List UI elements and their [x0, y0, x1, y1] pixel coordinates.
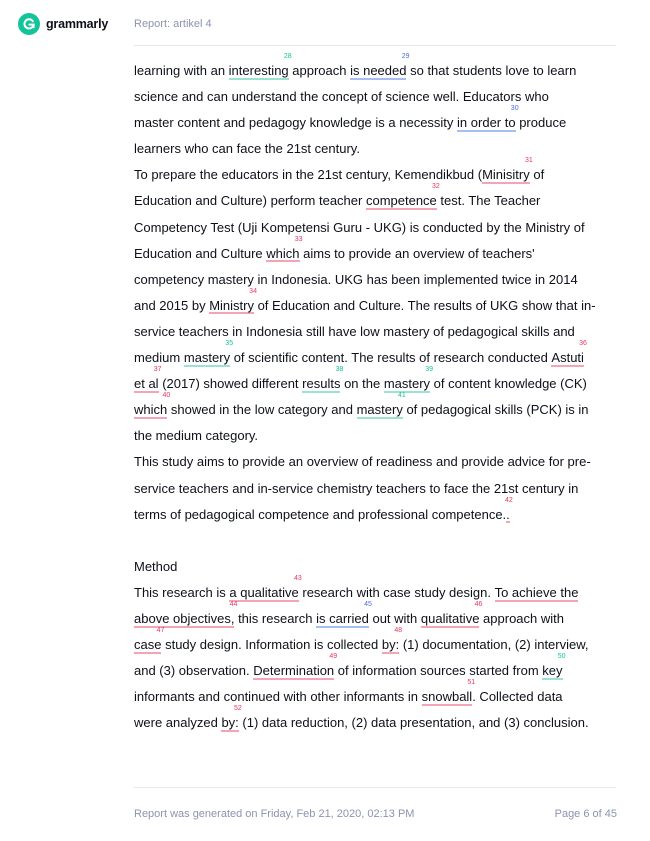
text-line — [134, 627, 618, 658]
text-run: service teachers and in-service chemistry teachers to face the 21st century in — [134, 480, 579, 496]
text-run: of — [529, 167, 545, 183]
suggestion-number: 49 — [329, 653, 338, 661]
suggestion-number: 45 — [364, 600, 372, 608]
text-line — [134, 476, 618, 502]
suggestion-highlight[interactable] — [221, 705, 242, 732]
text-run: (2017) showed different — [158, 376, 303, 392]
suggestion-highlight[interactable] — [229, 574, 302, 602]
text-run: of scientific content. The results of research conducted — [230, 350, 552, 366]
text-run: were analyzed — [134, 715, 222, 731]
text-run: science and can understand the concept of science well. Educators who — [134, 89, 549, 105]
suggestion-highlight[interactable] — [253, 653, 338, 680]
text-run: To prepare the educators in the 21st century, Kemendikbud ( — [134, 167, 483, 183]
suggestion-highlight[interactable] — [495, 586, 579, 602]
text-run: medium — [134, 350, 184, 366]
highlighted-text: above objectives, — [134, 610, 235, 626]
suggestion-number: 32 — [432, 183, 440, 191]
text-run: (1) data reduction, (2) data presentation, and (3) conclusion. — [238, 715, 589, 731]
highlighted-text: is needed — [350, 63, 407, 78]
suggestion-number: 36 — [579, 340, 587, 348]
text-run: . Collected data — [472, 689, 563, 705]
text-run: master content and pedagogy knowledge is a necessity — [134, 115, 458, 131]
text-line — [134, 449, 618, 475]
suggestion-highlight[interactable] — [316, 600, 372, 628]
text-line — [134, 215, 618, 241]
highlighted-text: results — [302, 376, 341, 392]
highlighted-text: which — [134, 402, 168, 418]
text-run: informants and continued with other informants in — [134, 689, 422, 705]
text-run: produce — [515, 115, 567, 131]
text-run: competency mastery in Indonesia. UKG has been implemented twice in 2014 — [134, 271, 578, 287]
suggestion-number: 28 — [283, 53, 292, 60]
report-title: Report: artikel 4 — [134, 18, 212, 30]
suggestion-highlight[interactable] — [228, 53, 292, 80]
suggestion-number: 37 — [153, 366, 162, 374]
text-line — [134, 183, 618, 214]
text-line — [134, 423, 618, 449]
suggestion-highlight[interactable] — [381, 627, 403, 654]
suggestion-number: 40 — [162, 392, 171, 400]
suggestion-number: 50 — [557, 653, 566, 661]
suggestion-highlight[interactable] — [482, 157, 533, 184]
highlighted-text: mastery — [356, 402, 403, 418]
text-run: (1) documentation, (2) interview, — [399, 637, 589, 653]
text-line — [134, 496, 618, 528]
text-line — [134, 600, 618, 632]
suggestion-number: 29 — [401, 53, 410, 60]
text-line — [134, 235, 618, 267]
highlighted-text: is carried — [316, 610, 369, 626]
suggestion-number: 41 — [398, 392, 406, 400]
highlighted-text: Determination — [253, 663, 335, 679]
suggestion-number: 52 — [234, 705, 242, 713]
text-line — [134, 366, 618, 397]
suggestion-highlight[interactable] — [134, 627, 165, 654]
suggestion-number: 31 — [524, 157, 533, 165]
highlighted-text: To achieve the — [494, 584, 579, 600]
suggestion-highlight[interactable] — [183, 340, 234, 367]
grammarly-logo — [18, 13, 108, 35]
suggestion-number: 42 — [505, 496, 513, 504]
suggestion-highlight[interactable] — [505, 496, 513, 524]
text-run: service teachers in Indonesia still have low mastery of pedagogical skills and — [134, 323, 575, 339]
suggestion-highlight[interactable] — [383, 366, 434, 393]
highlighted-text: qualitative — [420, 610, 480, 626]
text-line — [134, 53, 618, 84]
highlighted-text: . — [506, 506, 510, 522]
text-run: Education and Culture — [134, 245, 267, 261]
text-run: the medium category. — [134, 428, 259, 444]
text-run: of pedagogical skills (PCK) is in — [402, 402, 589, 418]
text-run: of content knowledge (CK) — [430, 376, 587, 392]
text-run: test. The Teacher — [436, 193, 541, 209]
text-run: This study aims to provide an overview of readiness and provide advice for pre- — [134, 454, 591, 470]
highlighted-text: Astuti — [551, 350, 584, 366]
suggestion-number: 34 — [249, 287, 257, 295]
text-run: out with — [368, 610, 421, 626]
brand-name: grammarly — [46, 17, 109, 31]
text-line — [134, 287, 618, 319]
highlighted-text: which — [266, 245, 300, 261]
text-run: on the — [340, 376, 384, 392]
suggestion-highlight[interactable] — [420, 600, 483, 628]
suggestion-number: 44 — [229, 600, 238, 608]
suggestion-highlight[interactable] — [134, 600, 238, 628]
text-run: and (3) observation. — [134, 663, 254, 679]
grammarly-g-icon — [18, 13, 40, 35]
suggestion-highlight[interactable] — [457, 105, 519, 132]
text-run: learners who can face the 21st century. — [134, 141, 360, 157]
highlighted-text: key — [542, 663, 563, 679]
suggestion-highlight[interactable] — [209, 287, 257, 315]
text-line — [134, 105, 618, 136]
suggestion-highlight[interactable] — [365, 183, 440, 210]
text-run: approach with — [479, 610, 564, 626]
highlighted-text: et al — [134, 376, 159, 392]
text-run: This research is — [134, 584, 230, 600]
highlighted-text: by: — [221, 715, 239, 731]
text-run: aims to provide an overview of teachers' — [299, 245, 535, 261]
suggestion-number: 43 — [293, 574, 302, 582]
suggestion-highlight[interactable] — [542, 653, 566, 680]
suggestion-number: 46 — [474, 600, 483, 608]
highlighted-text: by: — [381, 637, 400, 653]
text-run: this research — [234, 610, 317, 626]
text-run: approach — [288, 63, 351, 78]
suggestion-highlight[interactable] — [356, 392, 406, 419]
paragraph-gap — [134, 528, 618, 554]
text-line — [134, 340, 618, 371]
text-line — [134, 554, 618, 580]
text-run: and 2015 by — [134, 297, 210, 313]
text-run: Method — [134, 558, 178, 574]
footer-divider — [134, 787, 616, 788]
suggestion-number: 51 — [467, 679, 476, 687]
text-line — [134, 679, 618, 710]
report-header — [0, 0, 650, 48]
highlighted-text: a qualitative — [229, 584, 299, 600]
text-run: of Education and Culture. The results of UKG show that in- — [253, 297, 596, 313]
page-number: Page 6 of 45 — [554, 808, 617, 820]
report-body — [134, 53, 618, 736]
suggestion-highlight[interactable] — [134, 366, 162, 393]
text-run: Competency Test (Uji Kompetensi Guru - UKG) is conducted by the Ministry of — [134, 219, 585, 235]
highlighted-text: case — [134, 637, 162, 653]
suggestion-number: 38 — [335, 366, 344, 374]
text-run: so that students love to learn — [406, 63, 577, 78]
suggestion-number: 47 — [156, 627, 165, 635]
highlighted-text: Ministry — [209, 297, 254, 313]
text-run: learning with an — [134, 63, 229, 78]
text-line — [134, 319, 618, 345]
text-line — [134, 705, 618, 736]
text-line — [134, 392, 618, 423]
highlighted-text: mastery — [383, 376, 431, 392]
text-run: study design. Information is collected — [161, 637, 382, 653]
text-line — [134, 157, 618, 188]
header-divider — [134, 45, 616, 46]
text-line — [134, 653, 618, 684]
suggestion-highlight[interactable] — [134, 392, 171, 419]
text-run: showed in the low category and — [167, 402, 357, 418]
suggestion-number: 30 — [510, 105, 519, 113]
text-line — [134, 136, 618, 162]
suggestion-highlight[interactable] — [350, 53, 410, 80]
text-run: of information sources started from — [334, 663, 543, 679]
text-line — [134, 84, 618, 110]
generated-date: Report was generated on Friday, Feb 21, 2020, 02:13 PM — [134, 808, 415, 820]
text-line — [134, 574, 618, 606]
text-run: research with case study design. — [298, 584, 495, 600]
suggestion-number: 48 — [394, 627, 403, 635]
suggestion-number: 35 — [225, 340, 234, 348]
suggestion-highlight[interactable] — [551, 340, 587, 367]
highlighted-text: mastery — [183, 350, 231, 366]
highlighted-text: snowball — [421, 689, 473, 705]
highlighted-text: interesting — [228, 63, 289, 78]
text-line — [134, 267, 618, 293]
suggestion-number: 39 — [425, 366, 434, 374]
suggestion-highlight[interactable] — [302, 366, 344, 393]
suggestion-highlight[interactable] — [266, 235, 303, 263]
text-run: Education and Culture) perform teacher — [134, 193, 366, 209]
highlighted-text: Minisitry — [482, 167, 530, 183]
suggestion-number: 33 — [294, 235, 303, 243]
suggestion-highlight[interactable] — [421, 679, 476, 706]
highlighted-text: in order to — [457, 115, 516, 131]
highlighted-text: competence — [365, 193, 437, 209]
text-run: terms of pedagogical competence and professional competence. — [134, 506, 507, 522]
